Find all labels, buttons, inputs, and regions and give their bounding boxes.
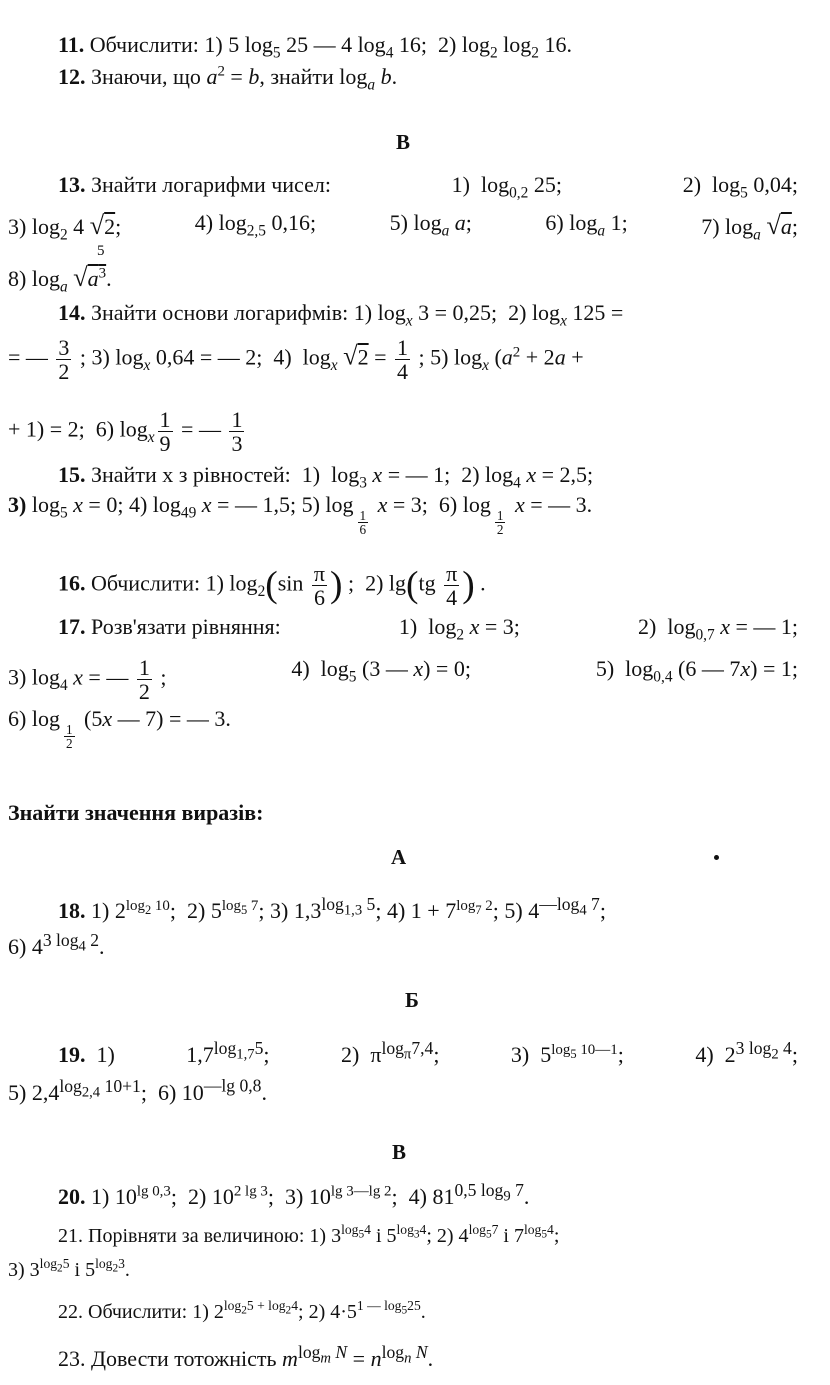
problem-23: 23. Довести тотожність $m^{log_m N} = n^{log_n N}$.	[58, 1341, 434, 1371]
problem-21-line2: 3) $3^{log_25}$ і $5^{log_23}$.	[8, 1256, 130, 1281]
problem-14-line3: + 1) = 2; 6) $\log_x$ $\frac{1}{9}$ = — $\frac{1}{3}$	[8, 407, 243, 457]
problem-18-line1: 18. 1) $2^{log_2 10}$; 2) $5^{log_5 7}$; 3) $1,3^{log_{1,3} 5}$; 4) $1 + 7^{log_7 2}$; 5) $4^{—log_4 7}$;	[58, 893, 606, 923]
problem-13-line1: 13. Знайти логарифми чисел: 1) $\log_{0,2} 25$; 2) $\log_5 0,04$;	[58, 172, 798, 202]
problem-text: Обчислити:	[91, 570, 201, 596]
section-title: Знайти значення виразів:	[8, 800, 264, 825]
problem-text: Знайти x з рівностей:	[91, 462, 291, 487]
problem-text: Знайти логарифми чисел:	[91, 172, 331, 197]
textbook-page: 11. Обчислити: 1) 5 $\log_5 25$ — 4 $\log_4 16$; 2) $\log_2 \log_2 16$. 12. Знаючи, що $a^2 = b$, знайти $\log_a b$. В 13. Знайти логарифми чисел: 1) $\log_{0,2} 25$; 2) $\log_5 0,04$; 3) $\log_2 4$ √2; 4) $\log_{2,5} 0,16$; 5) $\log_a a$; 6) $\log_a 1$; 7) $\log_a √a$; 5 8) $\log_a √a^3$. 14. Знайти основи логарифмів: 1) $\log_x 3 = 0,25$; 2) $\log_x 125$ = = — $\frac{3}{2}$ ; 3) $\log_x 0,64$ = — 2; 4) $\log_x √2$ = $\frac{1}{4}$ ; 5) $\log_x (a^2 + 2a$ + + 1) = 2; 6) $\log_x$ $\frac{1}{9}$ = — $\frac{1}{3}$ 15. Знайти x з рівностей: 1) $\log_3 x$ = — 1; 2) $\log_4 x = 2,5$; 3) $\log_5 x = 0$; 4) $\log_{49} x$ = — 1,5; 5) log $\frac{1}{6}$ x = 3; 6) log $\frac{1}{2}$ x = — 3. 16. Обчислити: 1) $\log_2(\sin$ $\frac{\pi}{6}$ ) ; 2) lg(tg $\frac{\pi}{4}$ ) . 17. Розв'язати рівняння: 1) $\log_2 x = 3$; 2) $\log_{0,7} x$ = — 1; 3) $\log_4 x$ = — $\frac{1}{2}$ ; 4) $\log_5 (3$ — x) = 0; 5) $\log_{0,4} (6$ — 7x) = 1; 6) log $\frac{1}{2} (5x$ — 7) = — 3. Знайти значення виразів: А 18. 1) $2^{log_2 10}$; 2) $5^{log_5 7}$; 3) $1,3^{log_{1,3} 5}$; 4) $1 + 7^{log_7 2}$; 5) $4^{—log_4 7}$; 6) $4^{3 log_4 2}$. Б 19. 1) $1,7^{log_{1,7}5}$; 2) $\pi^{log_\pi 7,4}$; 3) $5^{log_5 10—1}$; 4) $2^{3 log_2 4}$; 5) $2,4^{log_{2,4} 10+1}$; 6) $10^{—lg 0,8}$. В 20. 1) $10^{lg 0,3}$; 2) $10^{2 lg 3}$; 3) $10^{lg 3—lg 2}$; 4) $81^{0,5 log_9 7}$. 21. Порівняти за величиною: 1) $3^{log_54}$ і $5^{log_34}$; 2) $4^{log_57}$ і $7^{log_54}$; 3) $3^{log_25}$ і $5^{log_23}$. 22. Обчислити: 1) $2^{log_25 + log_24}$; 2) $4\cdot 5^{1 — log_525}$. 23. Довести тотожність $m^{log_m N} = n^{log_n N}$.	[0, 0, 830, 1385]
problem-number: 21.	[58, 1225, 83, 1247]
problem-number: 16.	[58, 570, 86, 596]
level-header-v: В	[396, 130, 411, 154]
problem-text: Розв'язати рівняння:	[91, 614, 281, 639]
problem-number: 13.	[58, 172, 86, 197]
problem-13-line2: 3) $\log_2 4$ √2; 4) $\log_{2,5} 0,16$; 5) $\log_a a$; 6) $\log_a 1$; 7) $\log_a √a$;	[8, 210, 798, 244]
problem-17-line1: 17. Розв'язати рівняння: 1) $\log_2 x = 3$; 2) $\log_{0,7} x$ = — 1;	[58, 614, 798, 644]
problem-14-line1: 14. Знайти основи логарифмів: 1) $\log_x 3 = 0,25$; 2) $\log_x 125$ =	[58, 300, 624, 330]
problem-20: 20. 1) $10^{lg 0,3}$; 2) $10^{2 lg 3}$; 3) $10^{lg 3—lg 2}$; 4) $81^{0,5 log_9 7}$.	[58, 1179, 530, 1209]
problem-15-line1: 15. Знайти x з рівностей: 1) $\log_3 x$ = — 1; 2) $\log_4 x = 2,5$;	[58, 462, 594, 492]
problem-text: Обчислити:	[88, 1301, 188, 1323]
problem-text: Знаючи, що	[91, 64, 201, 89]
problem-number: 14.	[58, 300, 86, 325]
level-header-a: А	[391, 845, 407, 869]
problem-number: 20.	[58, 1184, 86, 1209]
level-header-v: В	[392, 1140, 407, 1164]
problem-number: 12.	[58, 64, 86, 89]
problem-18-line2: 6) $4^{3 log_4 2}$.	[8, 929, 105, 959]
problem-number: 23.	[58, 1346, 86, 1371]
problem-text: Обчислити:	[89, 32, 199, 57]
problem-15-line2: 3) $\log_5 x = 0$; 4) $\log_{49} x$ = — 1,5; 5) log $\frac{1}{6}$ x = 3; 6) log $\frac{1}{2}$ x = — 3.	[8, 492, 593, 537]
problem-19-line2: 5) $2,4^{log_{2,4} 10+1}$; 6) $10^{—lg 0,8}$.	[8, 1075, 267, 1105]
problem-text: Знайти основи логарифмів:	[91, 300, 349, 325]
problem-text: знайти	[270, 64, 334, 89]
problem-17-line2: 3) $\log_4 x$ = — $\frac{1}{2}$ ; 4) $\log_5 (3$ — x) = 0; 5) $\log_{0,4} (6$ — 7x) = 1;	[8, 655, 798, 705]
problem-number: 19.	[58, 1042, 86, 1067]
problem-13-line3: 8) $\log_a √a^3$.	[8, 262, 112, 296]
problem-number: 15.	[58, 462, 86, 487]
problem-22: 22. Обчислити: 1) $2^{log_25 + log_24}$; 2) $4\cdot 5^{1 — log_525}$.	[58, 1298, 426, 1323]
problem-number: 17.	[58, 614, 86, 639]
problem-12: 12. Знаючи, що $a^2 = b$, знайти $\log_a b$.	[58, 63, 398, 94]
problem-text: Порівняти за величиною:	[88, 1225, 305, 1247]
problem-19-line1: 19. 1) $1,7^{log_{1,7}5}$; 2) $\pi^{log_\pi 7,4}$; 3) $5^{log_5 10—1}$; 4) $2^{3 log_2 4}$;	[58, 1037, 798, 1067]
level-header-b: Б	[405, 988, 419, 1012]
problem-number: 18.	[58, 898, 86, 923]
problem-number: 22.	[58, 1301, 83, 1323]
problem-16: 16. Обчислити: 1) $\log_2(\sin$ $\frac{\pi}{6}$ ) ; 2) lg(tg $\frac{\pi}{4}$ ) .	[58, 561, 486, 611]
problem-14-line2: = — $\frac{3}{2}$ ; 3) $\log_x 0,64$ = — 2; 4) $\log_x √2$ = $\frac{1}{4}$ ; 5) $\log_x (a^2 + 2a$ +	[8, 335, 584, 385]
problem-17-line3: 6) log $\frac{1}{2} (5x$ — 7) = — 3.	[8, 706, 231, 751]
problem-11: 11. Обчислити: 1) 5 $\log_5 25$ — 4 $\log_4 16$; 2) $\log_2 \log_2 16$.	[58, 32, 572, 62]
problem-21-line1: 21. Порівняти за величиною: 1) $3^{log_54}$ і $5^{log_34}$; 2) $4^{log_57}$ і $7^{log_54}$;	[58, 1222, 560, 1247]
problem-text: Довести тотожність	[91, 1346, 277, 1371]
problem-number: 11.	[58, 32, 85, 57]
ink-dot	[714, 855, 719, 860]
